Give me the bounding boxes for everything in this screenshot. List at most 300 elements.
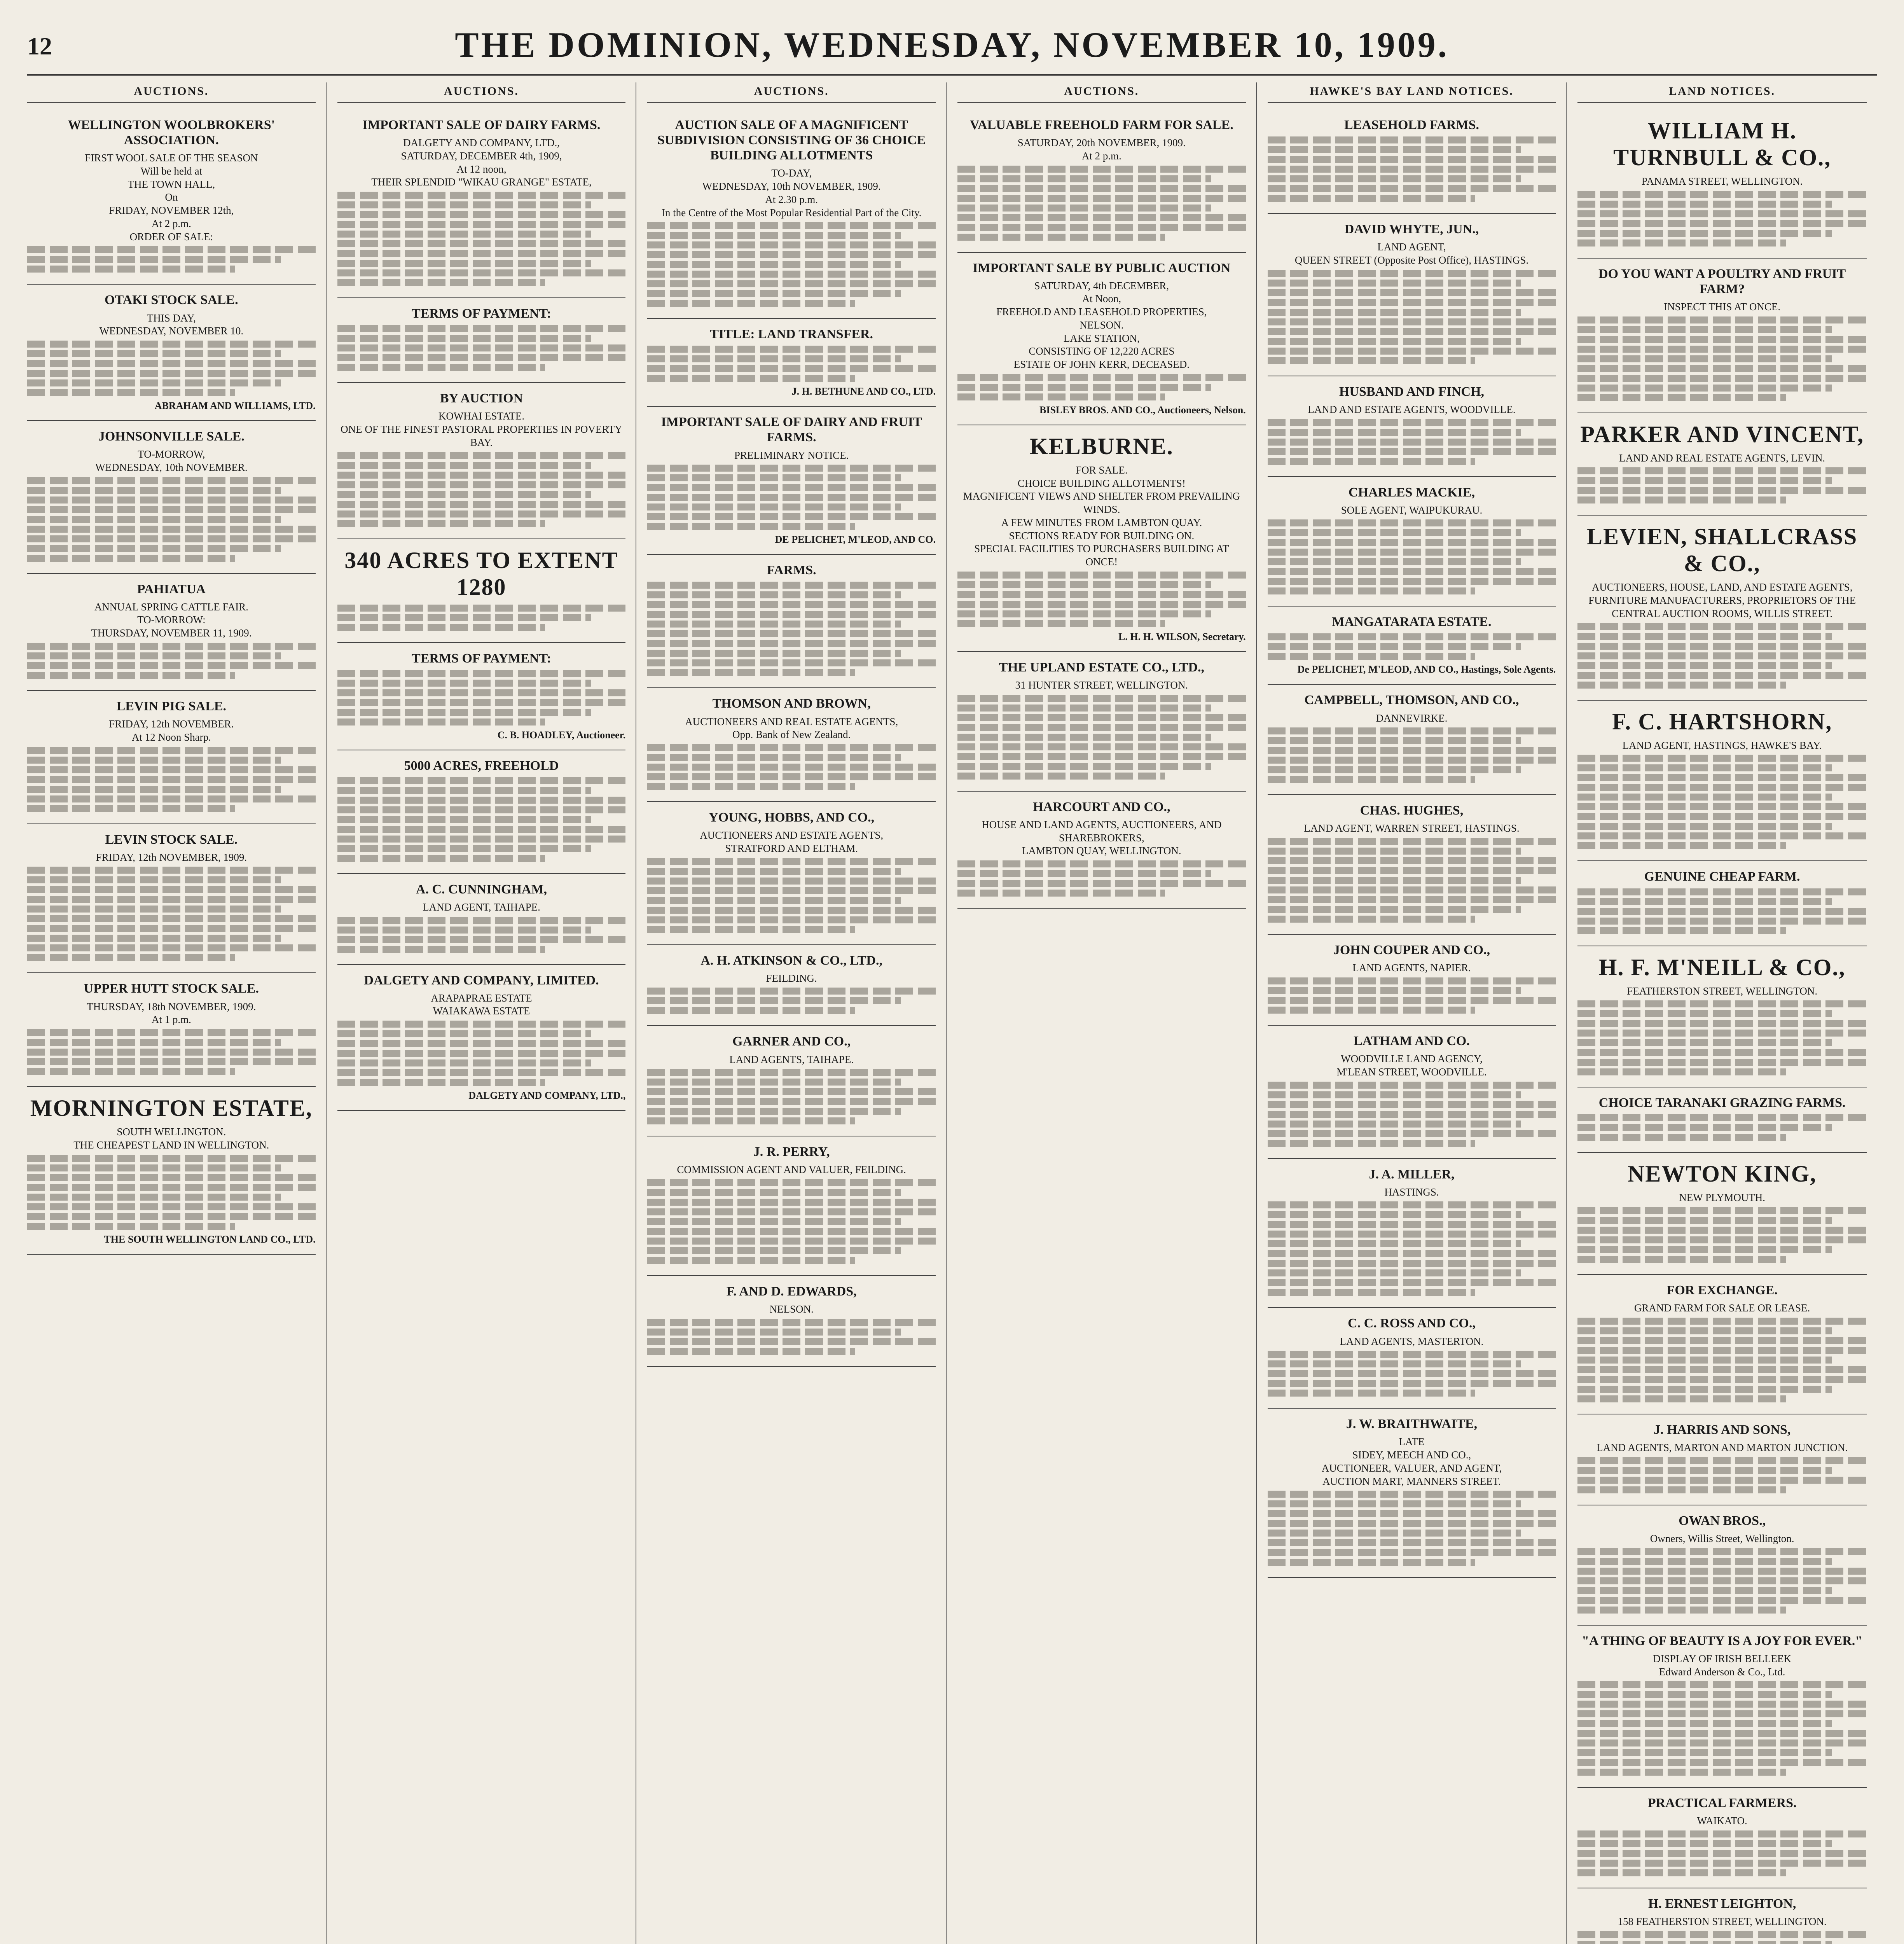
small-print-text (27, 1068, 235, 1075)
column-heading: AUCTIONS. (337, 82, 626, 103)
small-print-text (957, 224, 1246, 231)
ad-signature: C. B. HOADLEY, Auctioneer. (497, 729, 626, 741)
ad-line: AUCTIONEERS AND ESTATE AGENTS, (700, 829, 884, 841)
small-print-text (1268, 838, 1556, 845)
advertisement (647, 110, 936, 319)
small-print-text (647, 523, 855, 530)
small-print-text (1268, 1140, 1475, 1147)
small-print-text (1577, 1217, 1832, 1224)
small-print-text (647, 887, 936, 894)
small-print-text (647, 484, 936, 491)
small-print-text (27, 389, 235, 396)
advertisement (957, 110, 1246, 253)
column-5 (1268, 82, 1567, 1944)
ad-line: TO-MORROW, (138, 448, 205, 460)
ad-line: M'LEAN STREET, WOODVILLE. (1336, 1066, 1487, 1078)
small-print-text (1577, 210, 1867, 217)
small-print-text (1577, 230, 1832, 237)
small-print-text (337, 1069, 626, 1076)
small-print-text (1268, 1082, 1556, 1089)
small-print-text (27, 477, 316, 484)
small-print-text (1577, 794, 1832, 801)
small-print-text (1268, 1279, 1556, 1286)
advertisement (337, 965, 626, 1111)
small-print-text (1577, 1840, 1832, 1847)
small-print-text (647, 878, 936, 885)
small-print-text (337, 1079, 545, 1086)
small-print-text (1268, 997, 1556, 1004)
ad-line: LATE (1399, 1436, 1425, 1448)
ad-title: C. C. ROSS AND CO., (1348, 1316, 1476, 1331)
ad-line: Owners, Willis Street, Wellington. (1650, 1532, 1794, 1544)
newspaper-title: THE DOMINION, WEDNESDAY, NOVEMBER 10, 1909. (455, 25, 1449, 65)
small-print-text (27, 915, 316, 922)
column-6 (1577, 82, 1877, 1944)
small-print-text (1577, 1759, 1867, 1766)
small-print-text (647, 1079, 901, 1086)
small-print-text (957, 773, 1165, 780)
small-print-text (337, 472, 626, 479)
small-print-text (1268, 766, 1521, 773)
ad-line: WAIKATO. (1697, 1815, 1747, 1827)
small-print-text (647, 640, 936, 647)
ad-title: WELLINGTON WOOLBROKERS' ASSOCIATION. (68, 118, 275, 148)
small-print-text (1268, 1520, 1556, 1527)
ad-line: THEIR SPLENDID "WIKAU GRANGE" ESTATE, (371, 176, 592, 188)
small-print-text (1268, 338, 1521, 345)
ad-line: NELSON. (1080, 319, 1124, 331)
advertisement (647, 945, 936, 1026)
small-print-text (1268, 539, 1556, 546)
small-print-text (957, 166, 1246, 173)
ad-line: COMMISSION AGENT AND VALUER, FEILDING. (677, 1164, 906, 1176)
small-print-text (27, 954, 235, 961)
small-print-text (27, 896, 316, 903)
ad-title: HARCOURT AND CO., (1033, 799, 1170, 814)
small-print-text (1268, 1101, 1556, 1108)
small-print-text (647, 232, 901, 239)
ad-title: UPPER HUTT STOCK SALE. (84, 981, 259, 996)
small-print-text (337, 221, 626, 228)
advertisement (1577, 1414, 1867, 1505)
small-print-text (1268, 1530, 1521, 1537)
small-print-text (1268, 1201, 1556, 1208)
ad-title: LEVIN PIG SALE. (116, 699, 227, 713)
advertisement (337, 643, 626, 750)
small-print-text (1577, 326, 1832, 333)
small-print-text (1577, 764, 1832, 771)
ad-line: FREEHOLD AND LEASEHOLD PROPERTIES, (996, 306, 1207, 318)
small-print-text (1577, 662, 1832, 669)
ad-line: In the Centre of the Most Popular Residential Part of the City. (661, 206, 922, 219)
small-print-text (1577, 643, 1867, 650)
ad-title: LEVIN STOCK SALE. (105, 832, 238, 847)
ad-title: YOUNG, HOBBS, AND CO., (709, 810, 875, 825)
ad-line: At 12 noon, (456, 163, 507, 175)
ad-title: H. F. M'NEILL & CO., (1598, 954, 1846, 980)
advertisement (1577, 1153, 1867, 1275)
column-1 (27, 82, 327, 1944)
small-print-text (337, 797, 626, 804)
small-print-text (957, 860, 1246, 867)
small-print-text (647, 1098, 936, 1105)
ad-line: At Noon, (1082, 293, 1121, 305)
small-print-text (1268, 747, 1556, 754)
ad-title: FARMS. (767, 563, 816, 578)
small-print-text (1268, 318, 1556, 325)
small-print-text (1577, 1869, 1785, 1876)
advertisement (647, 1026, 936, 1136)
advertisement (337, 383, 626, 539)
ad-line: ESTATE OF JOHN KERR, DECEASED. (1013, 358, 1190, 371)
small-print-text (27, 747, 316, 754)
small-print-text (1268, 776, 1475, 783)
small-print-text (957, 195, 1246, 202)
small-print-text (27, 886, 316, 893)
ad-title: LEVIEN, SHALLCRASS & CO., (1587, 524, 1858, 577)
small-print-text (1268, 633, 1556, 640)
advertisement (27, 691, 316, 824)
ad-title: F. C. HARTSHORN, (1612, 708, 1832, 734)
small-print-text (647, 1319, 936, 1326)
small-print-text (1577, 1477, 1867, 1484)
small-print-text (1577, 908, 1867, 915)
column-heading: AUCTIONS. (647, 82, 936, 103)
ad-line: STRATFORD AND ELTHAM. (725, 842, 858, 854)
small-print-text (1268, 653, 1475, 660)
small-print-text (647, 591, 901, 598)
ad-line: KOWHAI ESTATE. (438, 410, 525, 422)
column-3 (647, 82, 947, 1944)
ad-line: Will be held at (140, 165, 203, 177)
small-print-text (27, 360, 316, 367)
small-print-text (1577, 375, 1867, 382)
small-print-text (1577, 672, 1867, 679)
small-print-text (647, 261, 901, 268)
small-print-text (1577, 1114, 1867, 1121)
advertisement (1577, 1505, 1867, 1626)
small-print-text (337, 614, 591, 621)
ad-line: GRAND FARM FOR SALE OR LEASE. (1634, 1302, 1810, 1314)
ad-title: TERMS OF PAYMENT: (412, 651, 551, 666)
ad-line: LAND AND REAL ESTATE AGENTS, LEVIN. (1619, 452, 1825, 464)
small-print-text (1268, 529, 1521, 536)
small-print-text (957, 743, 1246, 750)
small-print-text (1577, 1681, 1867, 1688)
ad-line: FRIDAY, 12th NOVEMBER. (109, 718, 234, 730)
small-print-text (1268, 448, 1556, 455)
ad-title: WILLIAM H. TURNBULL & CO., (1613, 118, 1831, 170)
ad-line: DALGETY AND COMPANY, LTD., (403, 137, 560, 149)
small-print-text (337, 192, 626, 199)
ad-line: AUCTIONEERS, HOUSE, LAND, AND ESTATE AGENTS, (1591, 581, 1853, 593)
small-print-text (27, 776, 316, 783)
ad-line: THURSDAY, 18th NOVEMBER, 1909. (87, 1000, 256, 1012)
ad-title: PARKER AND VINCENT, (1580, 421, 1864, 447)
small-print-text (27, 506, 316, 513)
small-print-text (957, 620, 1165, 627)
small-print-text (1268, 1260, 1556, 1267)
advertisement (647, 688, 936, 802)
ad-title: H. ERNEST LEIGHTON, (1648, 1897, 1796, 1911)
ad-title: 340 ACRES TO EXTENT 1280 (344, 547, 618, 600)
advertisement (1268, 1026, 1556, 1159)
small-print-text (1268, 896, 1556, 903)
ad-title: MANGATARATA ESTATE. (1332, 615, 1492, 629)
small-print-text (957, 572, 1246, 579)
small-print-text (27, 1203, 316, 1210)
small-print-text (337, 344, 626, 351)
small-print-text (647, 513, 936, 520)
ad-title: IMPORTANT SALE OF DAIRY AND FRUIT FARMS. (661, 415, 922, 445)
ad-line: LAND AGENT, HASTINGS, HAWKE'S BAY. (1622, 739, 1822, 751)
small-print-text (1577, 1769, 1785, 1776)
advertisement (1577, 946, 1867, 1088)
small-print-text (27, 370, 316, 377)
ad-line: At 2 p.m. (1081, 150, 1121, 162)
small-print-text (1577, 1486, 1785, 1493)
ad-title: LATHAM AND CO. (1354, 1034, 1470, 1048)
small-print-text (1268, 146, 1521, 153)
small-print-text (647, 503, 901, 510)
small-print-text (337, 709, 591, 716)
advertisement (27, 421, 316, 574)
advertisement (647, 555, 936, 688)
small-print-text (1268, 348, 1556, 355)
small-print-text (1577, 888, 1867, 895)
small-print-text (1268, 587, 1475, 594)
ad-title: NEWTON KING, (1628, 1161, 1817, 1187)
advertisement (647, 1136, 936, 1276)
small-print-text (1268, 270, 1556, 277)
ad-line: WEDNESDAY, NOVEMBER 10. (99, 325, 244, 337)
small-print-text (1577, 1246, 1832, 1253)
small-print-text (27, 1049, 316, 1056)
small-print-text (647, 621, 901, 628)
small-print-text (27, 652, 281, 659)
small-print-text (337, 325, 626, 332)
advertisement (1268, 477, 1556, 607)
small-print-text (647, 355, 901, 362)
ad-line: AUCTIONEERS AND REAL ESTATE AGENTS, (685, 715, 898, 727)
small-print-text (1577, 1701, 1867, 1708)
ad-line: SOLE AGENT, WAIPUKURAU. (1341, 504, 1483, 516)
ad-line: NELSON. (769, 1303, 814, 1315)
small-print-text (1577, 487, 1867, 494)
small-print-text (1577, 1568, 1867, 1575)
small-print-text (1268, 1111, 1556, 1118)
small-print-text (1577, 346, 1867, 353)
small-print-text (1577, 633, 1832, 640)
small-print-text (337, 354, 626, 361)
small-print-text (647, 1218, 901, 1225)
small-print-text (27, 795, 316, 802)
small-print-text (337, 231, 591, 238)
small-print-text (27, 246, 316, 253)
small-print-text (27, 1039, 281, 1046)
ad-line: WOODVILLE LAND AGENCY, (1341, 1053, 1483, 1065)
small-print-text (647, 868, 901, 875)
small-print-text (647, 1179, 936, 1186)
ad-line: QUEEN STREET (Opposite Post Office), HASTINGS. (1294, 254, 1529, 266)
small-print-text (27, 1155, 316, 1162)
small-print-text (647, 251, 936, 258)
small-print-text (337, 836, 626, 843)
ad-title: JOHNSONVILLE SALE. (98, 429, 245, 444)
advertisement (1577, 1788, 1867, 1888)
small-print-text (337, 279, 545, 286)
small-print-text (1577, 1337, 1867, 1344)
ad-line: At 12 Noon Sharp. (131, 731, 211, 743)
ad-line: At 2 p.m. (151, 217, 191, 229)
small-print-text (1268, 419, 1556, 426)
small-print-text (1268, 977, 1556, 984)
ad-line: SIDEY, MEECH AND CO., (1352, 1449, 1471, 1461)
advertisement (1577, 701, 1867, 862)
ad-title: TERMS OF PAYMENT: (412, 306, 551, 321)
small-print-text (337, 680, 591, 687)
small-print-text (337, 260, 591, 267)
small-print-text (1577, 823, 1832, 830)
ad-line: TO-MORROW: (137, 614, 206, 626)
ad-line: ARAPAPRAE ESTATE (431, 992, 532, 1004)
ad-line: SOUTH WELLINGTON. (117, 1126, 226, 1138)
advertisement (1577, 1275, 1867, 1414)
small-print-text (647, 997, 901, 1004)
small-print-text (957, 880, 1246, 887)
small-print-text (1577, 1850, 1867, 1857)
ad-line: MAGNIFICENT VIEWS AND SHELTER FROM PREVAILING WINDS. (963, 490, 1240, 516)
small-print-text (647, 773, 936, 780)
ad-line: SATURDAY, 20th NOVEMBER, 1909. (1017, 137, 1186, 149)
small-print-text (647, 222, 936, 229)
small-print-text (1577, 813, 1867, 820)
small-print-text (1577, 1860, 1867, 1867)
small-print-text (647, 897, 901, 904)
small-print-text (1268, 1211, 1521, 1218)
ad-line: DISPLAY OF IRISH BELLEEK (1653, 1652, 1792, 1664)
advertisement (1268, 376, 1556, 477)
small-print-text (647, 630, 936, 637)
small-print-text (337, 452, 626, 459)
column-heading: LAND NOTICES. (1577, 82, 1867, 103)
small-print-text (647, 346, 936, 353)
small-print-text (647, 744, 936, 751)
masthead (27, 16, 1877, 76)
ad-line: TO-DAY, (771, 167, 812, 179)
small-print-text (1268, 328, 1556, 335)
small-print-text (27, 935, 281, 942)
column-heading: AUCTIONS. (957, 82, 1246, 103)
ad-signature: ABRAHAM AND WILLIAMS, LTD. (154, 400, 316, 412)
small-print-text (1577, 1020, 1867, 1027)
ad-line: ONE OF THE FINEST PASTORAL PROPERTIES IN POVERTY BAY. (341, 423, 622, 448)
small-print-text (1577, 755, 1867, 762)
ad-title: DAVID WHYTE, JUN., (1344, 222, 1479, 237)
small-print-text (1577, 1830, 1867, 1837)
ad-line: At 2.30 p.m. (765, 193, 818, 205)
small-print-text (647, 375, 855, 382)
advertisement (27, 824, 316, 974)
small-print-text (1268, 1289, 1475, 1296)
small-print-text (1577, 918, 1867, 925)
small-print-text (647, 669, 855, 676)
small-print-text (27, 1174, 316, 1181)
small-print-text (957, 870, 1211, 877)
small-print-text (1577, 1039, 1832, 1046)
ad-line: LAND AGENTS, MASTERTON. (1340, 1335, 1484, 1347)
advertisement (27, 1087, 316, 1255)
small-print-text (337, 826, 626, 833)
ad-title: LEASEHOLD FARMS. (1344, 118, 1479, 132)
small-print-text (1577, 1931, 1867, 1938)
ad-line: LAND AGENTS, MARTON AND MARTON JUNCTION. (1597, 1442, 1848, 1454)
small-print-text (957, 753, 1246, 760)
ad-title: A. C. CUNNINGHAM, (416, 882, 547, 897)
small-print-text (337, 335, 591, 342)
ad-line: SECTIONS READY FOR BUILDING ON. (1009, 530, 1195, 542)
small-print-text (1577, 1227, 1867, 1234)
ad-line: LAND AGENT, TAIHAPE. (423, 901, 540, 913)
small-print-text (1268, 727, 1556, 734)
small-print-text (1268, 757, 1556, 764)
ad-line: A FEW MINUTES FROM LAMBTON QUAY. (1001, 516, 1202, 528)
small-print-text (27, 867, 316, 874)
small-print-text (27, 944, 316, 951)
small-print-text (337, 1030, 591, 1037)
small-print-text (1268, 136, 1556, 143)
advertisement (337, 539, 626, 643)
small-print-text (647, 241, 936, 248)
ad-line: LAND AND ESTATE AGENTS, WOODVILLE. (1308, 403, 1516, 415)
ad-line: 158 FEATHERSTON STREET, WELLINGTON. (1618, 1916, 1827, 1928)
ad-title: F. AND D. EDWARDS, (726, 1284, 857, 1299)
ad-title: J. A. MILLER, (1369, 1167, 1455, 1182)
ad-title: J. R. PERRY, (753, 1145, 830, 1159)
small-print-text (647, 1208, 936, 1215)
small-print-text (27, 341, 316, 348)
small-print-text (337, 946, 545, 953)
small-print-text (1268, 166, 1556, 173)
ad-line: WAIAKAWA ESTATE (433, 1005, 530, 1017)
small-print-text (957, 384, 1211, 391)
ad-title: DALGETY AND COMPANY, LIMITED. (364, 973, 599, 988)
small-print-text (957, 601, 1246, 608)
ad-line: ANNUAL SPRING CATTLE FAIR. (94, 601, 248, 613)
small-print-text (1268, 568, 1556, 575)
small-print-text (1268, 848, 1521, 855)
small-print-text (27, 925, 316, 932)
small-print-text (647, 290, 901, 297)
small-print-text (1268, 429, 1521, 436)
ad-title: VALUABLE FREEHOLD FARM FOR SALE. (969, 118, 1233, 132)
ad-line: FURNITURE MANUFACTURERS, PROPRIETORS OF THE CENTRAL AUCTION ROOMS, WILLIS STREET. (1588, 594, 1856, 619)
small-print-text (1268, 643, 1521, 650)
ad-line: LAND AGENT, WARREN STREET, HASTINGS. (1304, 822, 1520, 834)
advertisement (1577, 516, 1867, 700)
small-print-text (1268, 309, 1521, 316)
small-print-text (1577, 803, 1867, 810)
columns-container (27, 82, 1877, 1944)
ad-title: GARNER AND CO., (732, 1034, 851, 1049)
small-print-text (1268, 1360, 1521, 1367)
ad-line: DANNEVIRKE. (1376, 712, 1448, 724)
small-print-text (337, 670, 626, 677)
small-print-text (1268, 156, 1556, 163)
small-print-text (337, 689, 626, 696)
small-print-text (1268, 1121, 1521, 1128)
small-print-text (1577, 1236, 1867, 1243)
